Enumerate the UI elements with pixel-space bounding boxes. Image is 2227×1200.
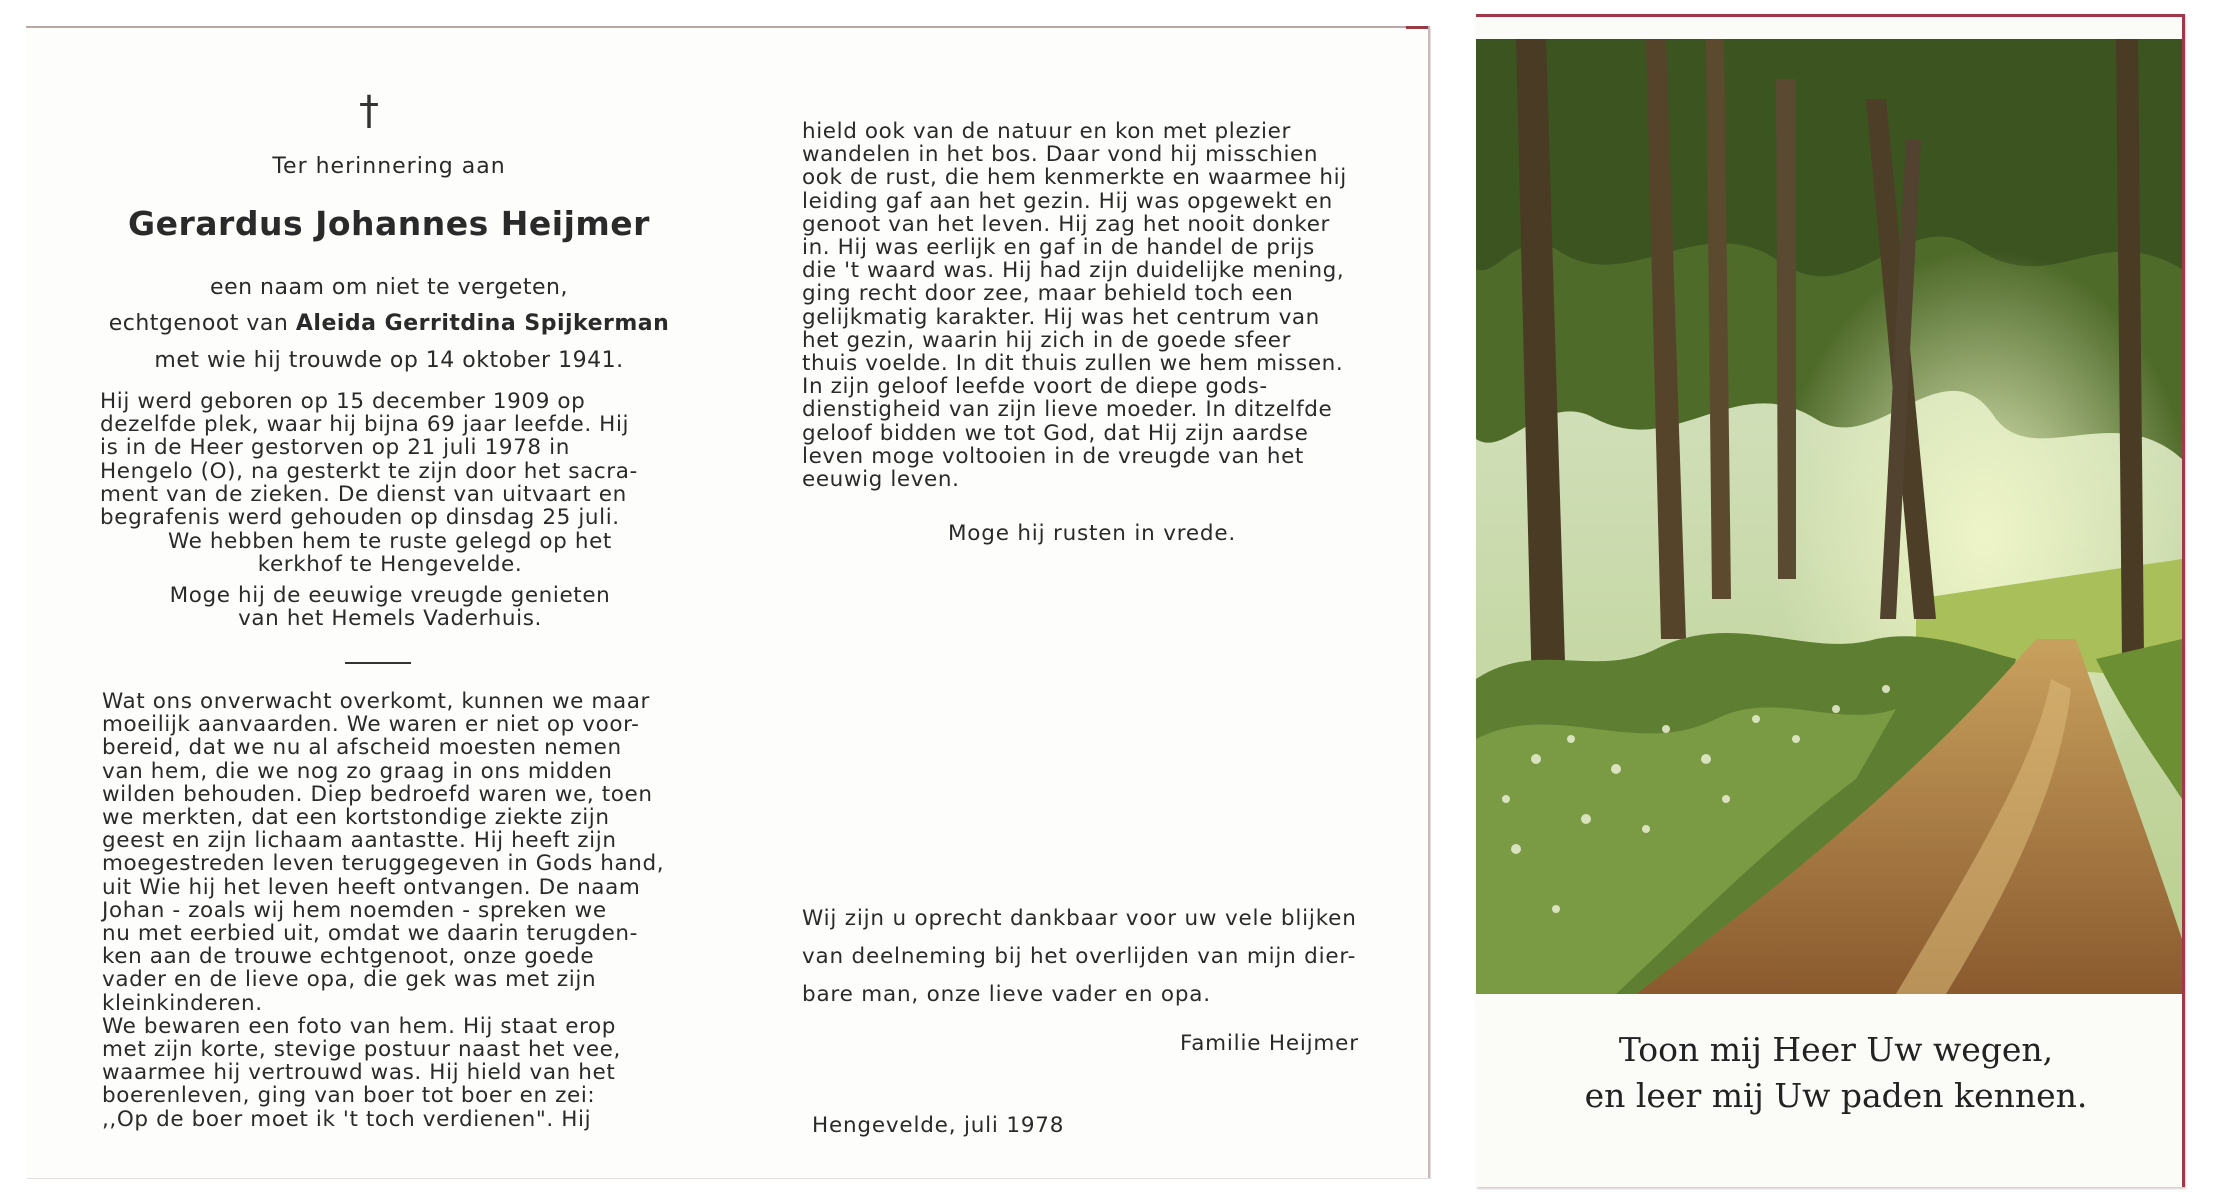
verse-line: Toon mij Heer Uw wegen, (1618, 1030, 2054, 1069)
text-line: We hebben hem te ruste gelegd op het (168, 529, 612, 554)
text-line: Johan - zoals wij hem noemden - spreken we (102, 897, 607, 923)
text-line: ,,Op de boer moet ik 't toch verdienen". Hij (102, 1106, 592, 1132)
text-line: boerenleven, ging van boer tot boer en zei: (102, 1083, 596, 1109)
text-line: eeuwig leven. (802, 467, 960, 493)
memorial-card (26, 26, 1430, 1178)
spouse-line (98, 311, 680, 336)
memorial-paragraph (102, 690, 680, 1131)
text-line: kleinkinderen. (102, 990, 263, 1016)
text-line: ging recht door zee, maar behield toch een (802, 281, 1294, 307)
text-line: hield ook van de natuur en kon met plezier (802, 119, 1291, 144)
in-memory-heading: Ter herinnering aan (272, 154, 506, 179)
text-line: waarmee hij vertrouwd was. Hij hield van het (102, 1060, 616, 1086)
text-line: thuis voelde. In dit thuis zullen we hem missen. (802, 351, 1344, 377)
marriage-line: met wie hij trouwde op 14 oktober 1941. (154, 348, 624, 373)
divider (345, 662, 411, 664)
text-line: moegestreden leven teruggegeven in Gods hand, (102, 851, 665, 877)
tagline: een naam om niet te vergeten, (210, 275, 568, 300)
text-line: Hengelo (O), na gesterkt te zijn door het sacra- (100, 458, 638, 484)
spouse-name: Aleida Gerritdina Spijkerman (295, 311, 670, 336)
text-line: bereid, dat we nu al afscheid moesten nemen (102, 735, 622, 761)
biography-paragraph (100, 390, 680, 529)
text-line: geloof bidden we tot God, dat Hij zijn aardse (802, 420, 1309, 446)
photo-card (1476, 14, 2185, 1187)
text-line: Hij werd geboren op 15 december 1909 op (100, 389, 586, 414)
text-line: ook de rust, die hem kenmerkte en waarmee hij (802, 165, 1347, 191)
spouse-prefix: echtgenoot van (108, 311, 289, 336)
text-line: ment van de zieken. De dienst van uitvaart en (100, 481, 627, 507)
text-line: die 't waard was. Hij had zijn duidelijke mening, (802, 258, 1345, 284)
wish-paragraph (100, 584, 680, 630)
rest-in-peace: Moge hij rusten in vrede. (947, 521, 1237, 546)
place-date: Hengevelde, juli 1978 (812, 1113, 1065, 1138)
text-line: kerkhof te Hengevelde. (257, 552, 523, 578)
text-line: vader en de lieve opa, die gek was met zijn (102, 967, 597, 993)
text-line: Wat ons onverwacht overkomt, kunnen we maar (102, 689, 650, 714)
text-line: moeilijk aanvaarden. We waren er niet op voor- (102, 712, 640, 738)
burial-paragraph (100, 530, 680, 576)
forest-path-photo (1476, 39, 2182, 994)
text-line: van deelneming bij het overlijden van mijn dier- (802, 944, 1357, 969)
text-line: uit Wie hij het leven heeft ontvangen. De naam (102, 874, 641, 900)
text-line: genoot van het leven. Hij zag het nooit donker (802, 211, 1330, 237)
verse-line: en leer mij Uw paden kennen. (1584, 1076, 2088, 1115)
text-line: Moge hij de eeuwige vreugde genieten (169, 583, 611, 608)
text-line: nu met eerbied uit, omdat we daarin terugden- (102, 921, 638, 947)
text-line: met zijn korte, stevige postuur naast het vee, (102, 1037, 621, 1063)
family-signature: Familie Heijmer (1180, 1031, 1359, 1056)
text-line: We bewaren een foto van hem. Hij staat erop (102, 1013, 617, 1039)
thanks-paragraph (802, 900, 1362, 1014)
deceased-name: Gerardus Johannes Heijmer (128, 204, 650, 243)
text-line: leven moge voltooien in de vreugde van het (802, 443, 1304, 469)
text-line: ken aan de trouwe echtgenoot, onze goede (102, 944, 595, 970)
bible-verse (1536, 1027, 2136, 1119)
text-line: Wij zijn u oprecht dankbaar voor uw vele blijken (802, 906, 1357, 931)
text-line: wandelen in het bos. Daar vond hij misschien (802, 142, 1319, 168)
text-line: bare man, onze lieve vader en opa. (802, 982, 1211, 1007)
text-line: we merkten, dat een kortstondige ziekte zijn (102, 805, 610, 831)
text-line: is in de Heer gestorven op 21 juli 1978 in (100, 435, 570, 461)
text-line: van het Hemels Vaderhuis. (238, 606, 542, 632)
text-line: dezelfde plek, waar hij bijna 69 jaar leefde. Hij (100, 412, 630, 438)
text-line: van hem, die we nog zo graag in ons midden (102, 758, 613, 784)
cross-icon: † (359, 88, 379, 134)
text-line: begrafenis werd gehouden op dinsdag 25 juli. (100, 505, 620, 531)
text-line: geest en zijn lichaam aantastte. Hij heeft zijn (102, 828, 617, 854)
text-line: wilden behouden. Diep bedroefd waren we, toen (102, 781, 653, 807)
text-line: gelijkmatig karakter. Hij was het centrum van (802, 304, 1320, 330)
text-line: in. Hij was eerlijk en gaf in de handel de prijs (802, 235, 1315, 261)
text-line: In zijn geloof leefde voort de diepe gods- (802, 374, 1268, 400)
continued-paragraph (802, 120, 1382, 491)
text-line: het gezin, waarin hij zich in de goede sfeer (802, 327, 1292, 353)
text-line: leiding gaf aan het gezin. Hij was opgewekt en (802, 188, 1333, 214)
text-line: dienstigheid van zijn lieve moeder. In ditzelfde (802, 397, 1333, 423)
